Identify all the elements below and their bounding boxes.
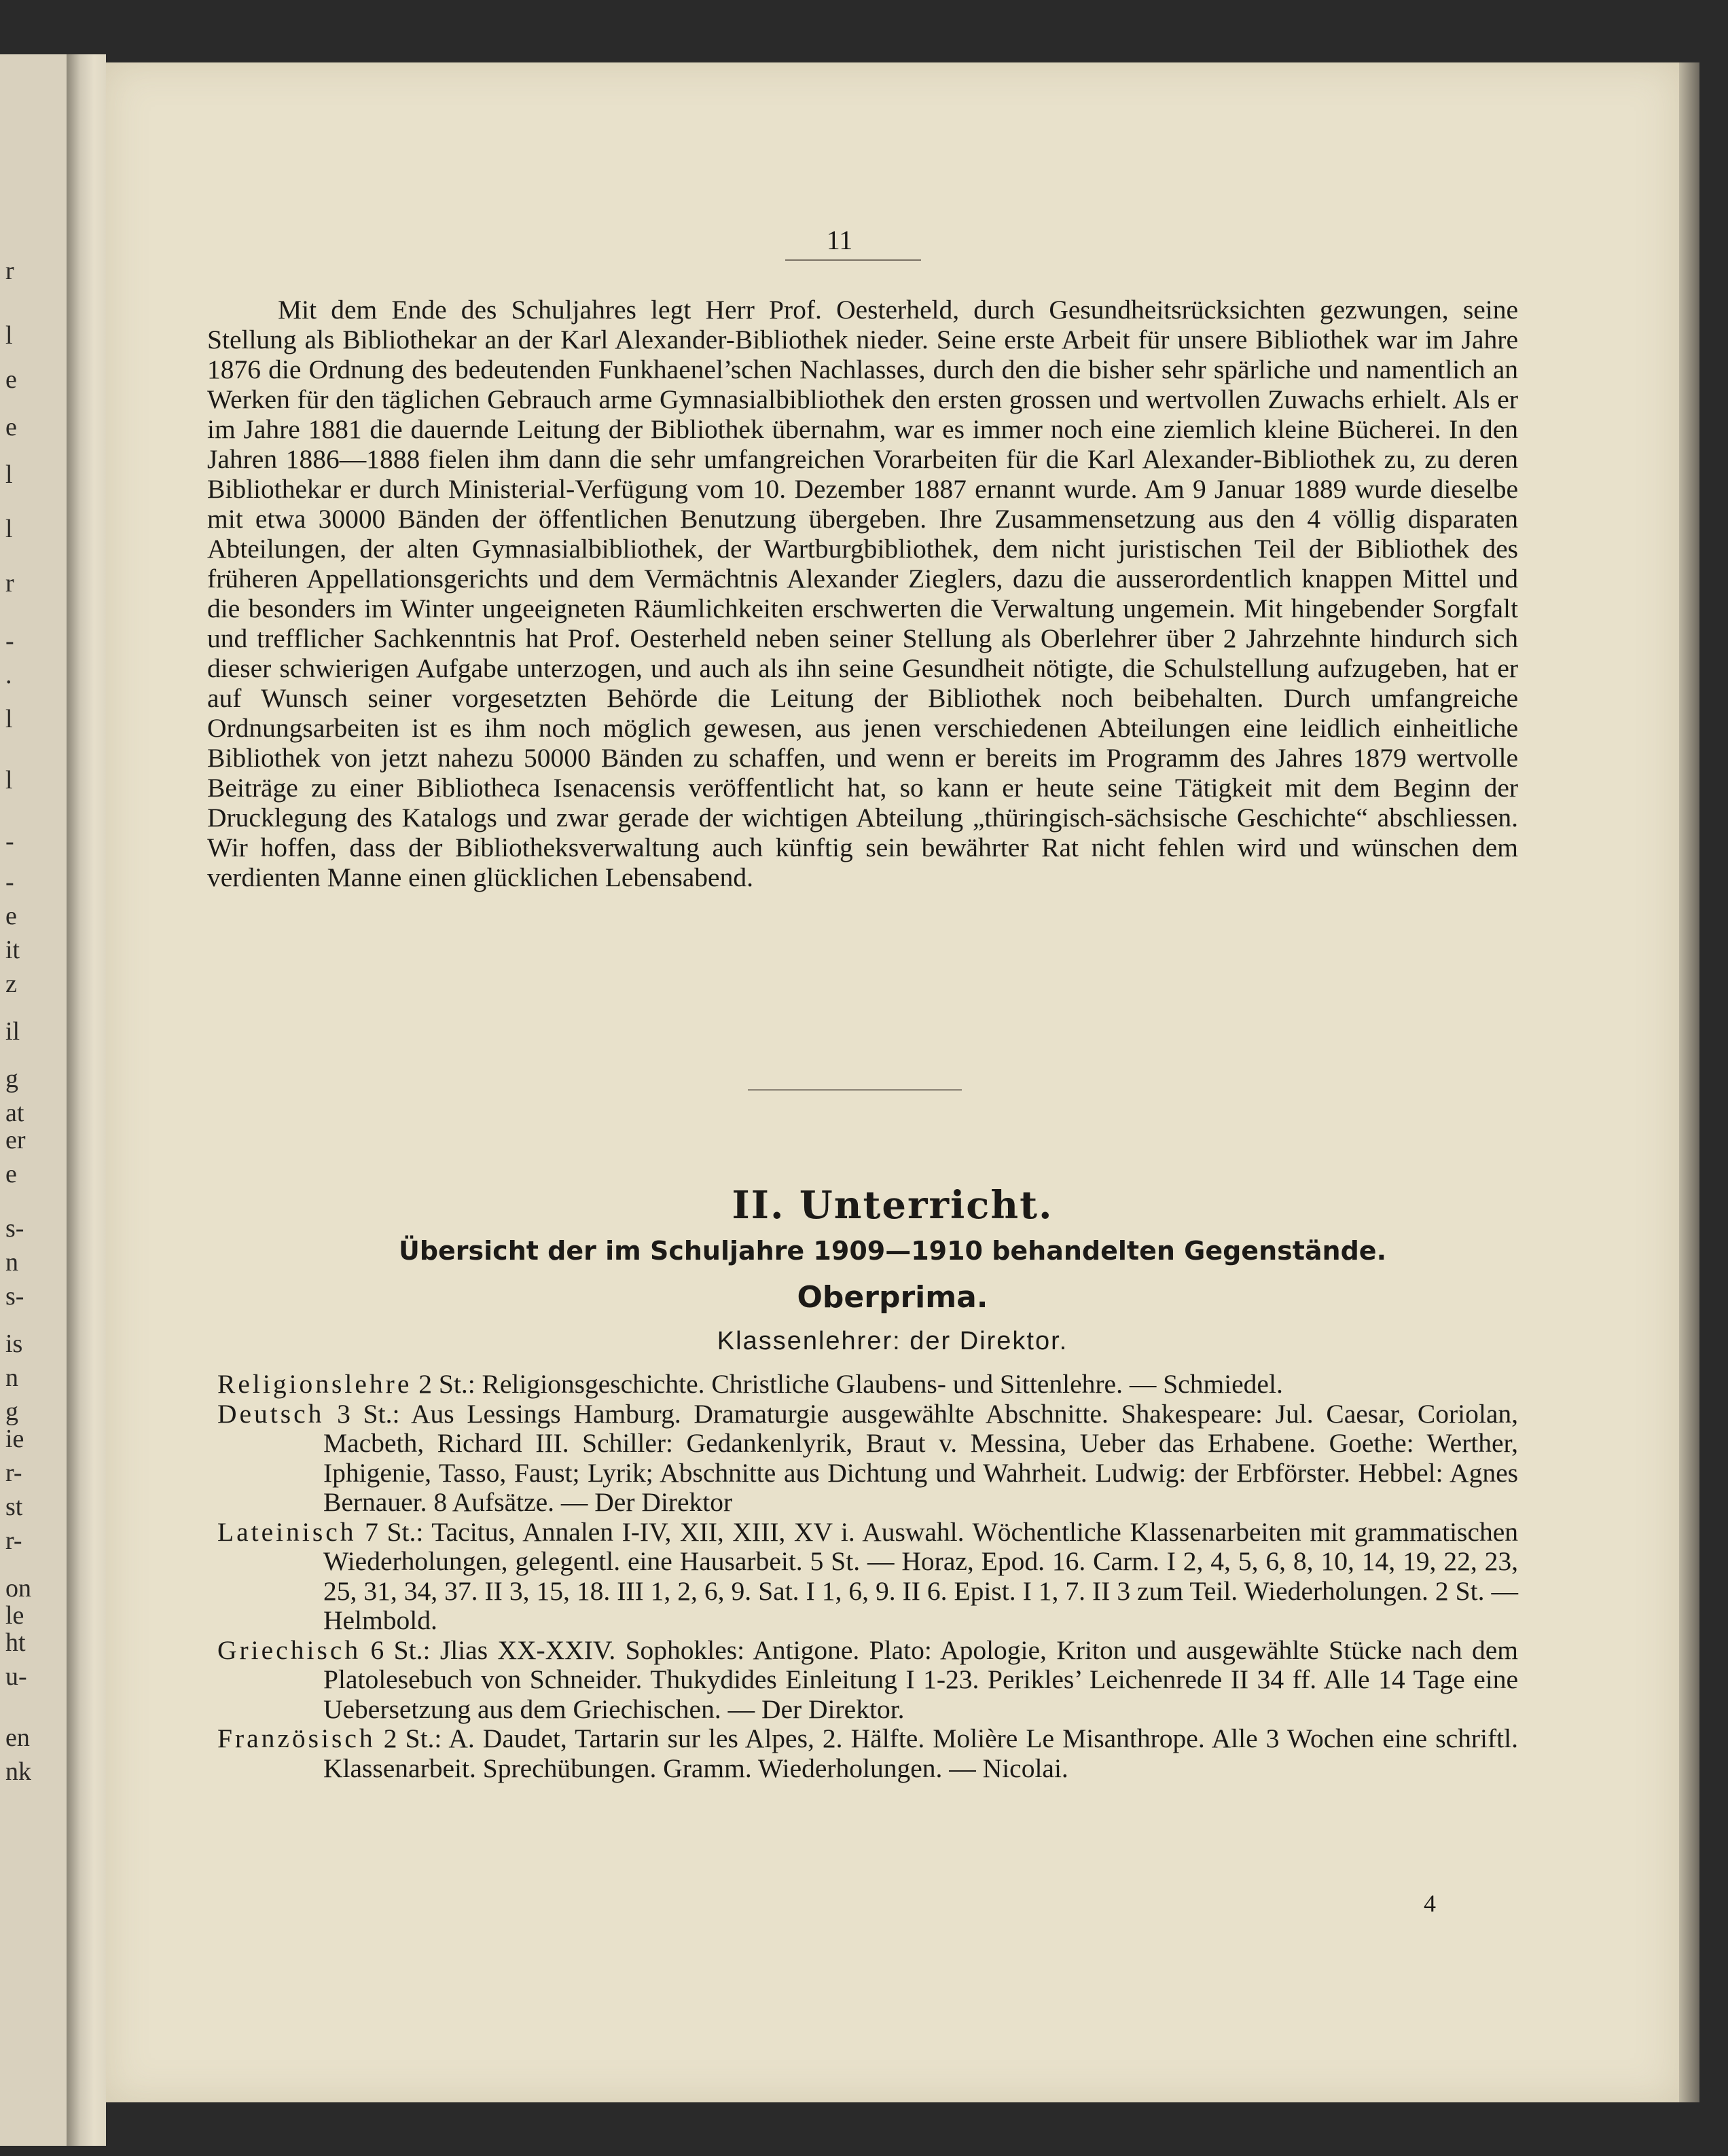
facing-page-fragment: r xyxy=(5,257,14,285)
subject-name: Französisch xyxy=(217,1723,376,1753)
subject-name: Religionslehre xyxy=(217,1369,412,1399)
facing-page-fragment: on xyxy=(5,1574,31,1603)
subject-name: Griechisch xyxy=(217,1634,361,1665)
subject-entry xyxy=(217,1518,1518,1636)
facing-page-fragment: l xyxy=(5,321,13,350)
facing-page-fragment: st xyxy=(5,1493,23,1521)
subject-description: 2 St.: Religionsgeschichte. Christliche Glaubens- und Sittenlehre. — Schmiedel. xyxy=(412,1369,1283,1399)
facing-page-fragment: e xyxy=(5,365,17,394)
facing-page-fragment: r xyxy=(5,569,14,598)
subject-name: Deutsch xyxy=(217,1398,325,1429)
facing-page-fragment: er xyxy=(5,1126,26,1154)
facing-page-fragment: nk xyxy=(5,1757,31,1786)
page-edge-right xyxy=(1679,62,1699,2102)
class-title: Oberprima. xyxy=(797,1280,988,1315)
facing-page-fragment: n xyxy=(5,1248,18,1277)
subject-description: 3 St.: Aus Lessings Hamburg. Dramaturgie ausgewählte Abschnitte. Shakespeare: Jul. Caesar, Coriolan, Macbeth, Richard III. Schiller: Gedankenlyrik, Braut v. Messina, Ueber das Erhabene. Goethe: Werther, Iphigenie, Tasso, Faust; Lyrik; Abschnitte aus Dichtung und Wahrheit. Ludwig: der Erbförster. Hebbel: Agnes Bernauer. 8 Aufsätze. — Der Direktor xyxy=(323,1398,1518,1517)
facing-page-fragment: it xyxy=(5,936,20,964)
subject-list xyxy=(217,1370,1518,1783)
page-number: 11 xyxy=(826,225,853,255)
facing-page-fragment: l xyxy=(5,460,13,489)
facing-page-fragment: l xyxy=(5,766,13,794)
section-subtitle: Übersicht der im Schuljahre 1909—1910 behandelten Gegenstände. xyxy=(398,1236,1387,1266)
facing-page-fragment: n xyxy=(5,1364,18,1392)
facing-page-fragment: at xyxy=(5,1099,24,1127)
document-page xyxy=(106,62,1679,2102)
subject-entry xyxy=(217,1724,1518,1783)
facing-page-fragment: - xyxy=(5,627,14,655)
page-number-rule xyxy=(785,259,921,261)
facing-page-fragment: l xyxy=(5,705,13,733)
facing-page-fragment: il xyxy=(5,1017,20,1046)
subject-name: Lateinisch xyxy=(217,1516,357,1547)
subject-entry xyxy=(217,1370,1518,1400)
section-divider xyxy=(748,1089,962,1091)
facing-page-fragment: - xyxy=(5,868,14,896)
facing-page-fragment: en xyxy=(5,1723,30,1752)
facing-page-fragment: le xyxy=(5,1601,24,1630)
subject-entry xyxy=(217,1636,1518,1725)
class-teacher: Klassenlehrer: der Direktor. xyxy=(717,1327,1068,1355)
facing-page-fragment: . xyxy=(5,661,12,689)
facing-page-fragment: e xyxy=(5,1160,17,1188)
subject-description: 2 St.: A. Daudet, Tartarin sur les Alpes, 2. Hälfte. Molière Le Misanthrope. Alle 3 Wochen eine schriftl. Klassenarbeit. Sprechübungen. Gramm. Wiederholungen. — Nicolai. xyxy=(323,1723,1518,1783)
facing-page-fragment: - xyxy=(5,827,14,856)
facing-page-fragment: u- xyxy=(5,1662,27,1691)
signature-mark: 4 xyxy=(1424,1890,1436,1917)
facing-page-fragment: e xyxy=(5,902,17,930)
facing-page-fragment: s- xyxy=(5,1214,24,1243)
facing-page-fragment: r- xyxy=(5,1527,22,1555)
facing-page-fragment: r- xyxy=(5,1459,22,1487)
subject-description: 6 St.: Jlias XX-XXIV. Sophokles: Antigone. Plato: Apologie, Kriton und ausgewählte Stücke nach dem Platolesebuch von Schneider. Thukydides Einleitung I 1-23. Perikles’ Leichenrede II 34 ff. Alle 14 Tage eine Uebersetzung aus dem Griechischen. — Der Direktor. xyxy=(323,1634,1518,1724)
facing-page-fragment: g xyxy=(5,1065,18,1093)
subject-entry xyxy=(217,1400,1518,1518)
facing-page-fragment: ie xyxy=(5,1425,24,1453)
facing-page-fragment: z xyxy=(5,970,17,998)
facing-page-fragment: s- xyxy=(5,1282,24,1311)
facing-page-fragment: is xyxy=(5,1330,23,1358)
section-title: II. Unterricht. xyxy=(732,1183,1054,1228)
subject-description: 7 St.: Tacitus, Annalen I-IV, XII, XIII, XV i. Auswahl. Wöchentliche Klassenarbeiten mit grammatischen Wiederholungen, gelegentl. eine Hausarbeit. 5 St. — Horaz, Epod. 16. Carm. I 2, 4, 5, 6, 8, 10, 14, 19, 22, 23, 25, 31, 34, 37. II 3, 15, 18. III 1, 2, 6, 9. Sat. I 1, 6, 9. II 6. Epist. I 1, 7. II 3 zum Teil. Wiederholungen. 2 St. — Helmbold. xyxy=(323,1516,1518,1635)
facing-page-fragment: ht xyxy=(5,1628,26,1657)
library-paragraph: Mit dem Ende des Schuljahres legt Herr Prof. Oesterheld, durch Gesundheitsrücksichten gezwungen, seine Stellung als Bibliothekar an der Karl Alexander-Bibliothek nieder. Seine erste Arbeit für unsere Bibliothek war im Jahre 1876 die Ordnung des bedeutenden Funkhaenel’schen Nachlasses, durch den die bisher sehr spärliche und namentlich an Werken für den täglichen Gebrauch arme Gymnasialbibliothek den ersten grossen und wertvollen Zuwachs erhielt. Als er im Jahre 1881 die dauernde Leitung der Bibliothek übernahm, war es immer noch eine ziemlich kleine Bücherei. In den Jahren 1886—1888 fielen ihm dann die sehr umfangreichen Vorarbeiten für die Karl Alexander-Bibliothek zu, zu deren Bibliothekar er durch Ministerial-Verfügung vom 10. Dezember 1887 ernannt wurde. Am 9 Januar 1889 wurde dieselbe mit etwa 30000 Bänden der öffentlichen Benutzung übergeben. Ihre Zusammensetzung aus den 4 völlig disparaten Abteilungen, der alten Gymnasialbibliothek, der Wartburgbibliothek, dem nicht juristischen Teil der Bibliothek des früheren Appellationsgerichts und dem Vermächtnis Alexander Zieglers, dazu die ausserordentlich knappen Mittel und die besonders im Winter ungeeigneten Räumlichkeiten erschwerten die Verwaltung ungemein. Mit hingebender Sorgfalt und trefflicher Sachkenntnis hat Prof. Oesterheld neben seiner Stellung als Oberlehrer über 2 Jahrzehnte hindurch sich dieser schwierigen Aufgabe unterzogen, und auch als ihn seine Gesundheit nötigte, die Schulstellung aufzugeben, hat er auf Wunsch seiner vorgesetzten Behörde die Leitung der Bibliothek noch beibehalten. Durch umfangreiche Ordnungsarbeiten ist es ihm noch möglich gewesen, aus jenen verschiedenen Abteilungen eine leidlich einheitliche Bibliothek von jetzt nahezu 50000 Bänden zu schaffen, und wenn er bereits im Programm des Jahres 1879 wertvolle Beiträge zu einer Bibliotheca Isenacensis veröffentlicht hat, so kann er heute seine Tätigkeit mit dem Beginn der Drucklegung des Katalogs und zwar gerade der wichtigen Abteilung „thüringisch-sächsische Geschichte“ abschliessen. Wir hoffen, dass der Bibliotheksverwaltung auch künftig sein bewährter Rat nicht fehlen wird und wünschen dem verdienten Manne einen glücklichen Lebensabend. xyxy=(207,295,1518,892)
facing-page-edge xyxy=(0,54,67,2146)
facing-page-fragment: l xyxy=(5,515,13,543)
facing-page-fragment: e xyxy=(5,413,17,441)
facing-page-fragment: g xyxy=(5,1397,18,1426)
book-gutter xyxy=(67,54,106,2146)
